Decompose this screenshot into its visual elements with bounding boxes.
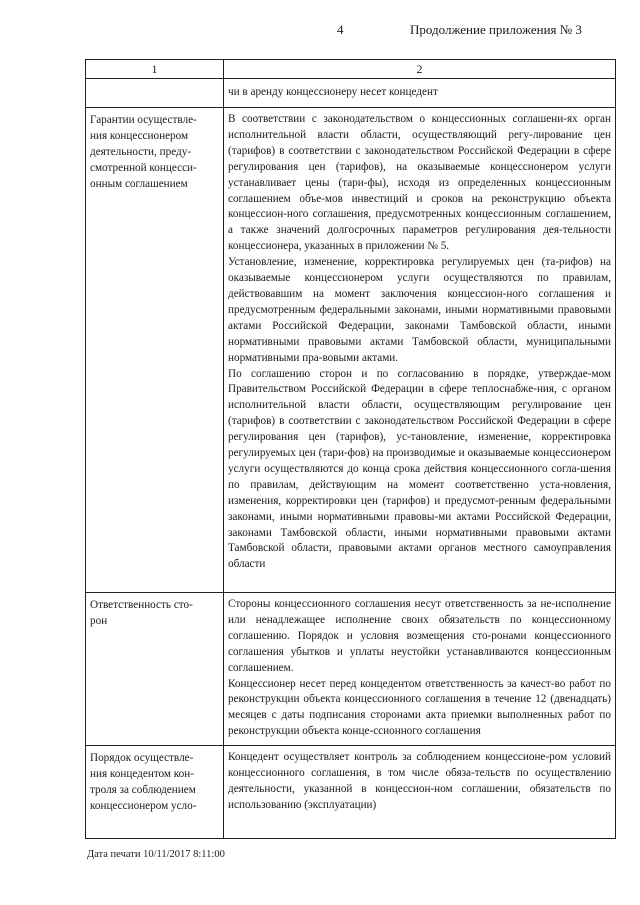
table-row: [86, 79, 616, 108]
continuation-left-cell: [86, 79, 224, 108]
continuation-text: чи в аренду концессионеру несет концедент: [228, 86, 438, 98]
paragraph: Установление, изменение, корректировка регулируемых цен (та-рифов) на оказываемые концессионером услуги осуществляются по правилам, действовавшим на момент заключения концессион-ного соглашения и предусмотренным федеральными законами, иными нормативными правовыми актами Российской Федерации, законами Тамбовской области, иными нормативными правовыми актами Тамбовской области, муниципальными нормативными пра-вовыми актами.: [228, 256, 611, 364]
paragraph: Концедент осуществляет контроль за соблюдением концессионе-ром условий концессионного соглашения, в том числе обяза-тельств по осуществлению деятельности, указанной в концессион-ном соглашении, обязательств по использованию (эксплуатации): [228, 751, 611, 811]
page-number: 4: [337, 22, 344, 37]
row-label: Ответственность сто- рон: [90, 599, 193, 627]
row-label-cell: [86, 108, 224, 593]
row-content-cell: [224, 108, 616, 593]
paragraph: Стороны концессионного соглашения несут ответственность за не-исполнение или ненадлежащее исполнение своих обязательств по концессионному соглашению. Порядок и условия возмещения сто-ронами концессионного соглашения убытков и уплаты неустойки устанавливаются концессионным соглашением.: [228, 598, 611, 674]
row-label: Гарантии осуществле- ния концессионером деятельности, преду- смотренной концесси- онным соглашением: [90, 114, 197, 190]
paragraph: Концессионер несет перед концедентом ответственность за качест-во работ по реконструкции объекта концессионного соглашения в течение 12 (двенадцать) месяцев с даты подписания сторонами акта приемки выполненных работ по реконструкции объекта конце-ссионного соглашения: [228, 677, 611, 738]
document-table: [85, 59, 616, 839]
appendix-label: Продолжение приложения № 3: [410, 22, 582, 37]
paragraph: В соответствии с законодательством о концессионных соглашени-ях орган исполнительной власти области, осуществляющий регу-лирование цен (тарифов) в соответствии с законодательством Российской Федерации в сфере регулирования цен (тарифов), на оказываемые концессионером услуги устанавливает цены (тари-фы), исходя из определенных концессионным соглашением объе-мов инвестиций и сроков на реконструкцию объекта концессион-ного соглашения, предусмотренных концессионным соглашением, а также значений долгосрочных параметров регулирования дея-тельности концессионера, указанных в приложении № 5.: [228, 113, 611, 253]
continuation-cell: [224, 79, 616, 108]
table-row: [86, 108, 616, 593]
row-label-cell: [86, 593, 224, 746]
paragraph: По соглашению сторон и по согласованию в порядке, утверждае-мом Правительством Российской Федерации в сфере теплоснабже-ния, с органом исполнительной власти области, осуществляющим регулирование цен (тарифов) в соответствии с законодательством Российской Федерации в сфере регулирования цен (тарифов), ус-тановление, изменение, корректировка регулируемых цен (тари-фов) на производимые и оказываемые концессионером услуги осуществляются до конца срока действия концессионного согла-шения по правилам, действующим на момент соответственно уста-новления, изменения, корректировки цен (тарифов) и предусмот-ренным федеральными законами, иными нормативными правовы-ми актами Российской Федерации, законами Тамбовской области, иными нормативными правовыми актами Тамбовской области, правовыми актами органов местного самоуправления области: [228, 367, 611, 571]
row-label: Порядок осуществле- ния концедентом кон- троля за соблюдением концессионером усло-: [90, 752, 197, 812]
table-header-row: [86, 60, 616, 79]
print-date: Дата печати 10/11/2017 8:11:00: [87, 849, 225, 860]
table-row: [86, 593, 616, 746]
row-content-cell: [224, 593, 616, 746]
table-row: [86, 746, 616, 839]
column-1-header: 1: [86, 60, 224, 79]
column-2-header: 2: [224, 60, 616, 79]
row-label-cell: [86, 746, 224, 839]
row-content-cell: [224, 746, 616, 839]
